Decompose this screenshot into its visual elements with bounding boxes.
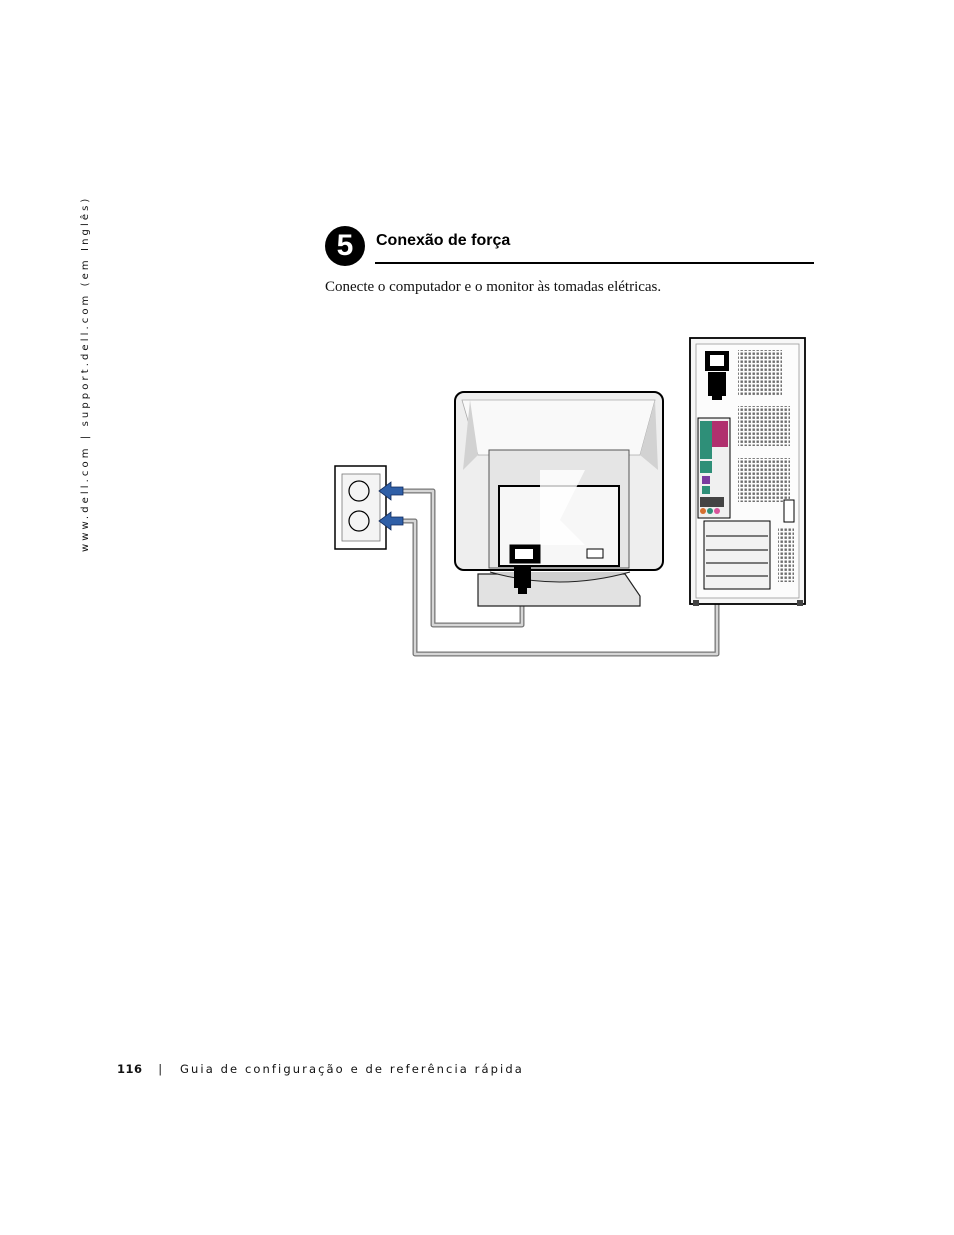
wall-outlet <box>335 466 386 549</box>
computer-tower-back <box>690 338 805 606</box>
section-heading: Conexão de força <box>376 232 511 249</box>
page-number: 116 <box>117 1062 143 1076</box>
monitor-back <box>455 392 663 606</box>
footer-separator: | <box>158 1062 165 1076</box>
page-footer <box>117 1062 524 1076</box>
step-number-badge: 5 <box>325 226 365 266</box>
intro-text: Conecte o computador e o monitor às tomadas elétricas. <box>325 279 662 295</box>
sidebar-url: www.dell.com | support.dell.com (em Inglês) <box>80 195 91 552</box>
heading-rule <box>375 262 814 264</box>
guide-title: Guia de configuração e de referência rápida <box>180 1062 524 1076</box>
power-connection-illustration <box>330 334 810 658</box>
